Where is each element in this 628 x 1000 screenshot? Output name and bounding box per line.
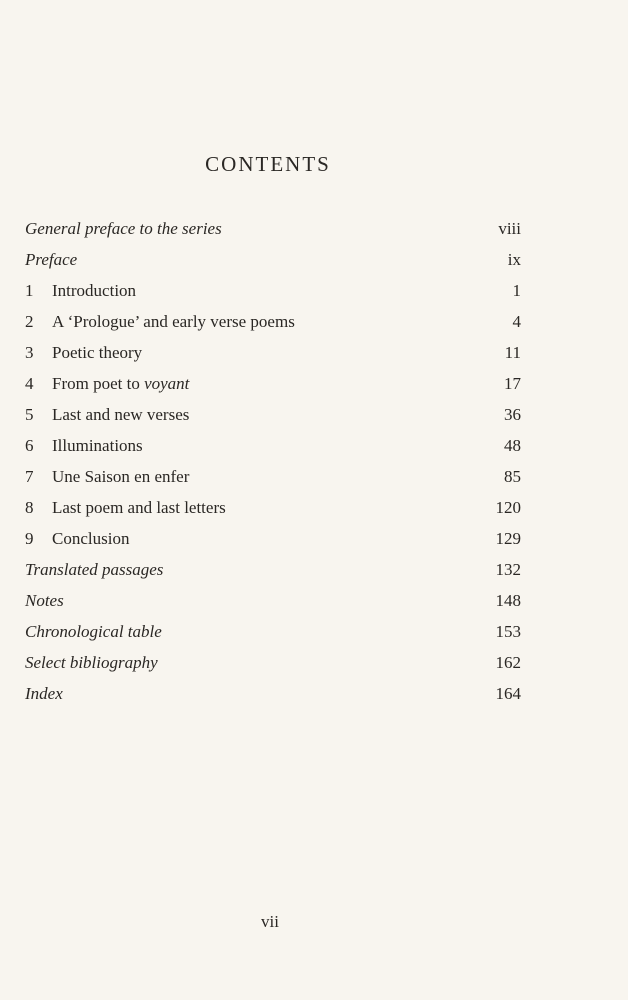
toc-entry-title: Une Saison en enfer	[52, 467, 190, 486]
toc-entry-title	[52, 368, 189, 399]
toc-entry-page: 148	[495, 591, 521, 610]
toc-entry-title: Last and new verses	[52, 405, 190, 424]
toc-entry[interactable]	[25, 647, 521, 678]
toc-entry-title: Introduction	[52, 281, 137, 300]
toc-entry[interactable]	[25, 678, 521, 709]
toc-entry-page: 17	[504, 374, 521, 393]
toc-entry-page: 129	[495, 529, 521, 548]
toc-entry-title: Conclusion	[52, 529, 130, 548]
toc-entry-page: viii	[498, 219, 521, 238]
toc-entry[interactable]	[25, 213, 521, 244]
toc-entry-title: A ‘Prologue’ and early verse poems	[52, 312, 295, 331]
toc-entry-page: 1	[512, 281, 521, 300]
toc-entry-title: Poetic theory	[52, 343, 143, 362]
toc-entry-page: 4	[512, 312, 521, 331]
toc-entry[interactable]	[25, 275, 521, 306]
toc-entry-page: 153	[495, 622, 521, 641]
toc-entry[interactable]	[25, 523, 521, 554]
toc-entry-page: 164	[495, 684, 521, 703]
toc-entry-page: 162	[495, 653, 521, 672]
toc-entry[interactable]	[25, 337, 521, 368]
chapter-number: 1	[25, 281, 34, 300]
toc-entry[interactable]	[25, 616, 521, 647]
toc-entry-page: 48	[504, 436, 521, 455]
chapter-number: 9	[25, 529, 34, 548]
toc-entry-title: Translated passages	[25, 560, 164, 579]
page-number-footer: vii	[261, 912, 279, 931]
toc-entry[interactable]	[25, 306, 521, 337]
toc-entry-title-italic: voyant	[144, 374, 190, 393]
toc-entry-title: Preface	[25, 250, 78, 269]
toc-entry[interactable]	[25, 399, 521, 430]
toc-entry-title: Select bibliography	[25, 653, 158, 672]
toc-entry[interactable]	[25, 492, 521, 523]
toc-entry-title: Notes	[25, 591, 64, 610]
toc-entry[interactable]	[25, 554, 521, 585]
chapter-number: 2	[25, 312, 34, 331]
chapter-number: 5	[25, 405, 34, 424]
chapter-number: 8	[25, 498, 34, 517]
chapter-number: 6	[25, 436, 34, 455]
toc-entry-page: ix	[507, 250, 521, 269]
chapter-number: 3	[25, 343, 34, 362]
chapter-number: 7	[25, 467, 34, 486]
toc-entry[interactable]	[25, 430, 521, 461]
chapter-number: 4	[25, 374, 34, 393]
toc-entry-title: General preface to the series	[25, 219, 222, 238]
toc-entry-title: Last poem and last letters	[52, 498, 226, 517]
toc-entry-title: Chronological table	[25, 622, 162, 641]
toc-entry-page: 85	[504, 467, 521, 486]
toc-entry-page: 120	[495, 498, 521, 517]
toc-entry-page: 36	[504, 405, 521, 424]
toc-entry[interactable]	[25, 585, 521, 616]
toc-entry[interactable]	[25, 244, 521, 275]
page-title: CONTENTS	[205, 152, 331, 176]
toc-entry[interactable]	[25, 461, 521, 492]
toc-entry-page: 11	[504, 343, 521, 362]
toc-entry-title: Index	[25, 684, 63, 703]
toc-entry[interactable]	[25, 368, 521, 399]
toc-entry-title-roman: From poet to	[52, 374, 145, 393]
toc-entry-title: Illuminations	[52, 436, 143, 455]
toc-entry-page: 132	[495, 560, 521, 579]
table-of-contents	[25, 213, 521, 709]
